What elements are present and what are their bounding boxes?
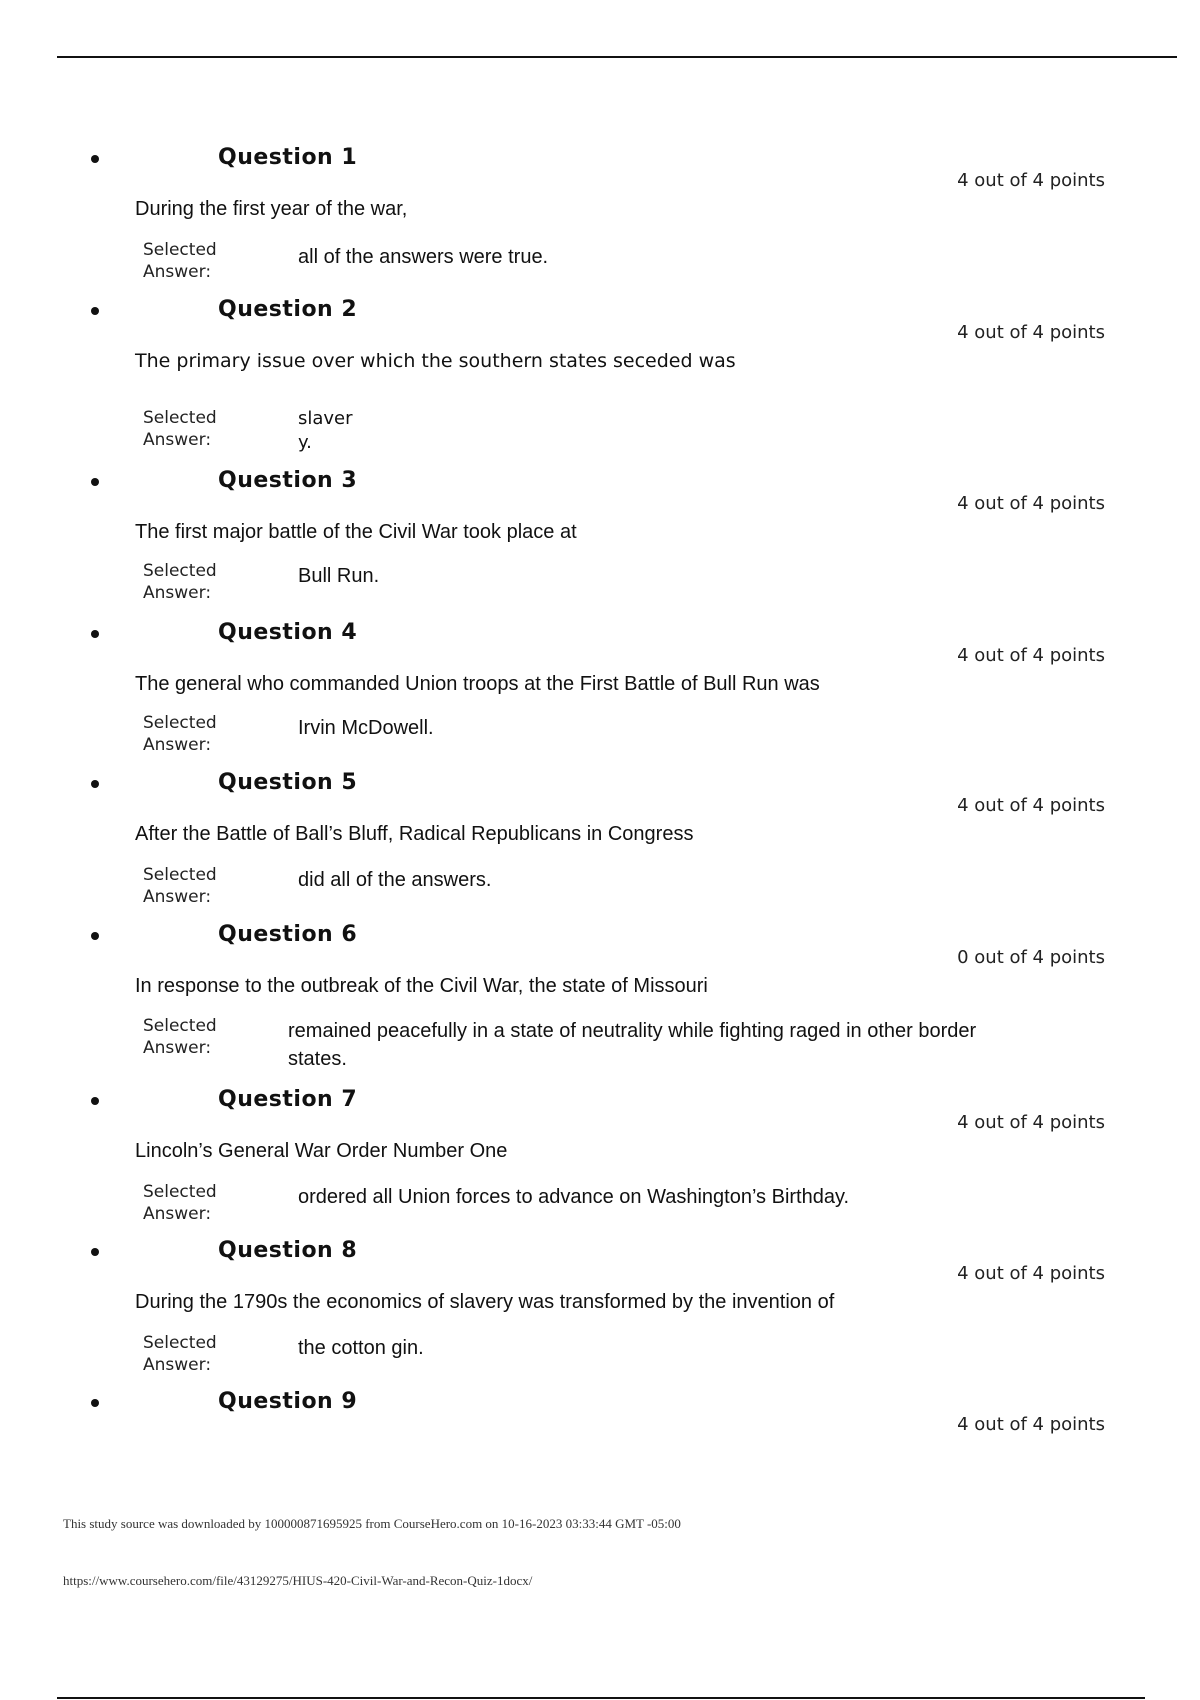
selected-answer-label: Selected Answer: [143, 561, 217, 603]
selected-answer: the cotton gin. [298, 1337, 424, 1359]
bottom-rule [57, 1697, 1145, 1699]
bullet [91, 1399, 99, 1407]
selected-answer: Bull Run. [298, 565, 380, 587]
question-8 [0, 1236, 1200, 1376]
source-url[interactable]: https://www.coursehero.com/file/43129275/HIUS-420-Civil-War-and-Recon-Quiz-1docx/ [63, 1573, 533, 1588]
question-text: During the 1790s the economics of slavery was transformed by the invention of [135, 1291, 835, 1313]
question-points: 4 out of 4 points [957, 170, 1105, 191]
question-points: 4 out of 4 points [957, 645, 1105, 666]
question-5 [0, 768, 1200, 908]
download-notice: This study source was downloaded by 100000871695925 from CourseHero.com on 10-16-2023 03:33:44 GMT -05:00 [63, 1516, 681, 1531]
selected-answer: ordered all Union forces to advance on Washington’s Birthday. [298, 1186, 850, 1208]
question-points: 4 out of 4 points [957, 1112, 1105, 1133]
question-text: The first major battle of the Civil War took place at [135, 521, 577, 543]
bullet [91, 307, 99, 315]
bullet [91, 1248, 99, 1256]
question-points: 4 out of 4 points [957, 322, 1105, 343]
question-3 [0, 466, 1200, 606]
question-title: Question 2 [218, 297, 358, 322]
selected-answer: did all of the answers. [298, 869, 492, 891]
question-title: Question 1 [218, 145, 358, 170]
question-2 [0, 295, 1200, 455]
question-text: During the first year of the war, [135, 198, 408, 220]
bullet [91, 780, 99, 788]
question-title: Question 6 [218, 922, 358, 947]
bullet [91, 478, 99, 486]
selected-answer: slaver y. [298, 408, 353, 453]
question-title: Question 4 [218, 620, 358, 645]
selected-answer-label: Selected Answer: [143, 1182, 217, 1224]
selected-answer-label: Selected Answer: [143, 240, 217, 282]
top-rule [57, 56, 1177, 58]
bullet [91, 155, 99, 163]
question-4 [0, 618, 1200, 758]
question-title: Question 3 [218, 468, 358, 493]
bullet [91, 932, 99, 940]
selected-answer-label: Selected Answer: [143, 1333, 217, 1375]
selected-answer: all of the answers were true. [298, 246, 549, 268]
bullet [91, 630, 99, 638]
bullet [91, 1097, 99, 1105]
question-text: The primary issue over which the southern states seceded was [135, 350, 736, 372]
question-points: 4 out of 4 points [957, 1414, 1105, 1435]
question-text: The general who commanded Union troops at the First Battle of Bull Run was [135, 673, 820, 695]
question-title: Question 8 [218, 1238, 358, 1263]
selected-answer-label: Selected Answer: [143, 865, 217, 907]
question-title: Question 7 [218, 1087, 358, 1112]
question-points: 4 out of 4 points [957, 493, 1105, 514]
question-points: 4 out of 4 points [957, 1263, 1105, 1284]
question-points: 4 out of 4 points [957, 795, 1105, 816]
question-text: In response to the outbreak of the Civil War, the state of Missouri [135, 975, 708, 997]
question-text: Lincoln’s General War Order Number One [135, 1140, 508, 1162]
question-1 [0, 143, 1200, 283]
selected-answer-label: Selected Answer: [143, 713, 217, 755]
question-title: Question 9 [218, 1389, 358, 1414]
question-6 [0, 920, 1200, 1080]
question-9 [0, 1387, 1200, 1447]
selected-answer: Irvin McDowell. [298, 717, 434, 739]
question-title: Question 5 [218, 770, 358, 795]
question-text: After the Battle of Ball’s Bluff, Radical Republicans in Congress [135, 823, 694, 845]
question-7 [0, 1085, 1200, 1225]
selected-answer-label: Selected Answer: [143, 1016, 217, 1058]
question-points: 0 out of 4 points [957, 947, 1105, 968]
selected-answer-label: Selected Answer: [143, 408, 217, 450]
selected-answer: remained peacefully in a state of neutrality while fighting raged in other border states. [288, 1020, 977, 1070]
